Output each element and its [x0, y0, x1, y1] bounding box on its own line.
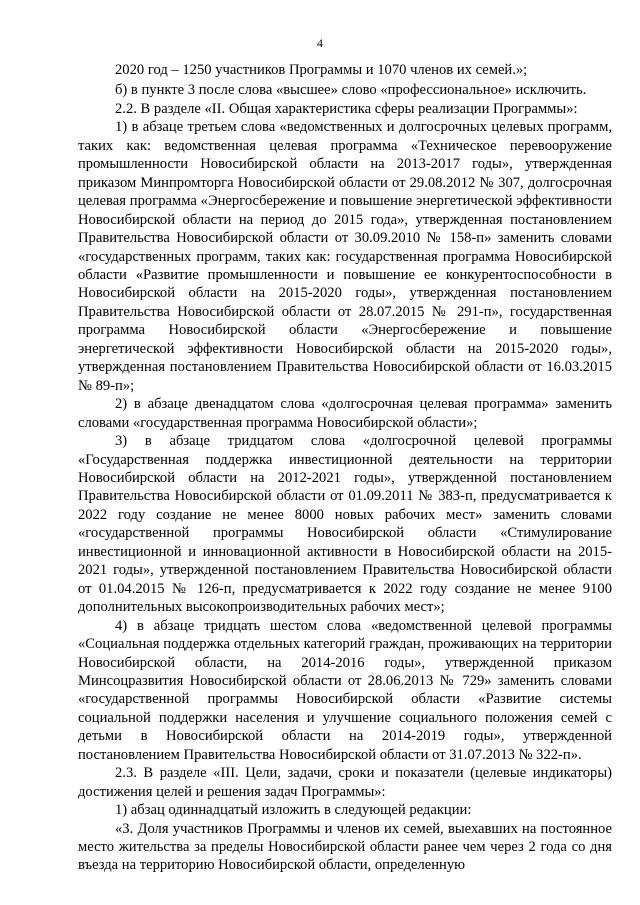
- paragraph-item-3-abzac-30: 3) в абзаце тридцатом слова «долгосрочной целевой программы «Государственная поддержка инвестиционной деятельности на территории Новосибирской области на 2012-2021 годы», утвержденной постановлением Правительства Новосибирской области от 01.09.2011 № 383-п, предусматривается к 2022 году создание не менее 8000 новых рабочих мест» заменить словами «государственной программы Новосибирской области «Стимулирование инвестиционной и инновационной активности в Новосибирской области на 2015-2021 годы», утвержденной постановлением Правительства Новосибирской области от 01.04.2015 № 126-п, предусматривается к 2022 году создание не менее 9100 дополнительных высокопроизводительных рабочих мест»;: [78, 433, 612, 616]
- paragraph-item-1-abzac-3: 1) в абзаце третьем слова «ведомственных и долгосрочных целевых программ, таких как: ведомственная целевая программа «Техническое перевооружение промышленности Новосибирской области на 2013-2017 годы», утвержденная приказом Минпромторга Новосибирской области от 29.08.2012 № 307, долгосрочная целевая программа «Энергосбережение и повышение энергетической эффективности Новосибирской области на период до 2015 года», утвержденная постановлением Правительства Новосибирской области от 30.09.2010 № 158-п» заменить словами «государственных программ, таких как: государственная программа Новосибирской области «Развитие промышленности и повышение ее конкурентоспособности в Новосибирской области на 2015-2020 годы», утвержденная постановлением Правительства Новосибирской области от 28.07.2015 № 291-п», государственная программа Новосибирской области «Энергосбережение и повышение энергетической эффективности Новосибирской области на 2015-2020 годы», утвержденная постановлением Правительства Новосибирской области от 16.03.2015 № 89-п»;: [78, 119, 612, 394]
- paragraph-item-1-abzac-11: 1) абзац одиннадцатый изложить в следующей редакции:: [115, 802, 472, 819]
- paragraph-item-b: б) в пункте 3 после слова «высшее» слово «профессиональное» исключить.: [115, 82, 587, 99]
- paragraph-continuation-target-value: 2020 год – 1250 участников Программы и 1070 членов их семей.»;: [115, 62, 528, 78]
- paragraph-section-2-3: 2.3. В разделе «III. Цели, задачи, сроки и показатели (целевые индикаторы) достижения целей и решения задач Программы»:: [78, 765, 612, 800]
- paragraph-item-4-abzac-36: 4) в абзаце тридцать шестом слова «ведомственной целевой программы «Социальная поддержка отдельных категорий граждан, проживающих на территории Новосибирской области, на 2014-2016 годы», утвержденной приказом Минсоцразвития Новосибирской области от 28.06.2013 № 729» заменить словами «государственной программы Новосибирской области «Развитие системы социальной поддержки населения и улучшение социального положения семей с детьми в Новосибирской области на 2014-2019 годы», утвержденной постановлением Правительства Новосибирской области от 31.07.2013 № 322-п».: [78, 617, 612, 763]
- paragraph-indicator-3: «3. Доля участников Программы и членов их семей, выехавших на постоянное место жительства за пределы Новосибирской области ранее чем через 2 года со дня въезда на территорию Новосибирской области, определенную: [78, 820, 612, 874]
- paragraph-item-2-abzac-12: 2) в абзаце двенадцатом слова «долгосрочная целевая программа» заменить словами «государственная программа Новосибирской области»;: [78, 396, 612, 431]
- page-number: 4: [317, 36, 323, 50]
- document-body: [78, 61, 612, 875]
- paragraph-section-2-2: 2.2. В разделе «II. Общая характеристика сферы реализации Программы»:: [115, 100, 578, 117]
